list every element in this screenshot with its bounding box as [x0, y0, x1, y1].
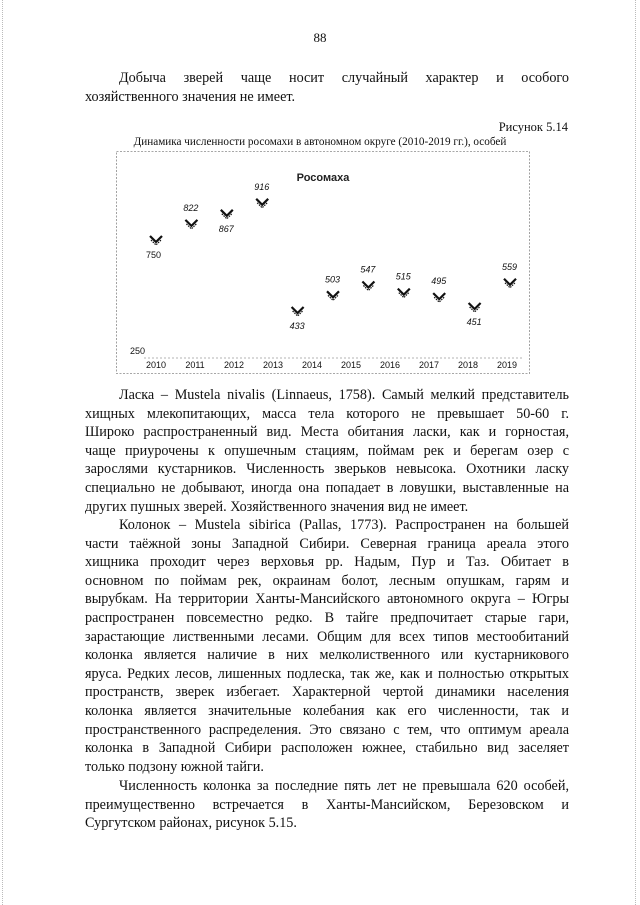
text-line: Широко распространенный вид. Места обитания ласки, как и горностая,: [85, 424, 569, 441]
text-line: зарослями кустарников. Численность зверьков невысока. Охотники ласку: [85, 461, 569, 478]
value-label: 451: [466, 316, 482, 327]
text-line: Добыча зверей чаще носит случайный характер и особого: [119, 70, 569, 86]
value-label: 750: [146, 250, 162, 260]
value-label: 503: [325, 274, 341, 285]
text-line: части таёжной зоны Западной Сибири. Северная граница ареала этого: [85, 535, 569, 552]
text-line: других пушных зверей. Хозяйственного значения вид не имеет.: [85, 498, 469, 515]
x-tick-label: 2013: [262, 360, 284, 370]
text-line: пространств, зверек избегает. Характерной чертой динамики населения: [85, 684, 569, 701]
x-tick-label: 2017: [418, 360, 440, 370]
text-line: яруса. Редких лесов, лишенных подлеска, так же, как и полностью открытых: [85, 665, 569, 682]
value-label: 822: [183, 202, 199, 213]
chart-title: Росомаха: [296, 172, 350, 184]
value-label: 547: [360, 264, 376, 275]
intro-paragraph: [85, 69, 569, 106]
x-tick-label: 2014: [301, 360, 323, 370]
value-label: 559: [502, 261, 518, 272]
text-line: пространственного распределения. Это связано с тем, что оптимум ареала: [85, 721, 569, 738]
text-line: Ласка – Mustela nivalis (Linnaeus, 1758). Самый мелкий представитель: [119, 387, 569, 403]
x-tick-label: 2010: [145, 360, 167, 370]
y-tick-label: 250: [130, 346, 146, 356]
text-line: колонка является наличие в них мелколиственного или кустарникового: [85, 647, 569, 664]
figure-number: Рисунок 5.14: [498, 120, 568, 134]
x-tick-label: 2011: [185, 360, 205, 370]
text-line: основном по поймам рек, окраинам болот, лесным опушкам, гарям и: [85, 572, 569, 589]
chart-frame: [117, 152, 530, 374]
text-line: колонка является значительные колебания как его численности, так и: [85, 702, 569, 719]
text-line: Численность колонка за последние пять лет не превышала 620 особей,: [119, 778, 569, 794]
value-label: 916: [254, 181, 270, 192]
text-line: преимущественно встречается в Ханты-Мансийском, Березовском и: [85, 796, 569, 813]
x-tick-label: 2015: [340, 360, 362, 370]
x-tick-label: 2012: [223, 360, 245, 370]
text-line: чаще приурочены к опушечным стациям, поймам рек и берегам озер с: [85, 442, 569, 459]
value-label: 867: [218, 223, 234, 234]
chart-svg: [116, 151, 530, 374]
page-number: 88: [313, 30, 327, 45]
text-line: Колонок – Mustela sibirica (Pallas, 1773). Распространен на большей: [119, 517, 569, 533]
text-line: колонка в Западной Сибири расположен южнее, стабильно вид заселяет: [85, 740, 569, 757]
x-tick-label: 2016: [379, 360, 401, 370]
text-line: хозяйственного значения не имеет.: [85, 88, 296, 105]
x-tick-label: 2019: [496, 360, 518, 370]
text-line: специально не добывают, иногда она попадает в ловушки, выставленные на: [85, 479, 569, 496]
text-line: хищника проходит через верховья рр. Надым, Пур и Таз. Обитает в: [85, 554, 569, 571]
x-tick-label: 2018: [457, 360, 479, 370]
wolverine-population-chart: [116, 151, 530, 374]
paragraph-kolonok: [85, 516, 569, 776]
text-line: хищных млекопитающих, масса тела которого не превышает 50-60 г.: [85, 405, 569, 422]
text-line: только подзону южной тайги.: [85, 758, 264, 775]
value-label: 495: [431, 276, 447, 287]
text-line: распространен повсеместно редко. В тайге предпочитает старые гари,: [85, 609, 569, 626]
paragraph-weasel: [85, 386, 569, 516]
value-label: 515: [395, 271, 411, 282]
figure-caption: Динамика численности росомахи в автономном округе (2010-2019 гг.), особей: [133, 136, 507, 148]
paragraph-kolonok-numbers: [85, 777, 569, 833]
text-line: вырубкам. На территории Ханты-Мансийского автономного округа – Югры: [85, 591, 569, 608]
text-line: Сургутском районах, рисунок 5.15.: [85, 815, 297, 832]
value-label: 433: [289, 321, 305, 332]
text-line: зарастающие лиственными лесами. Общим для всех типов местообитаний: [85, 628, 569, 645]
